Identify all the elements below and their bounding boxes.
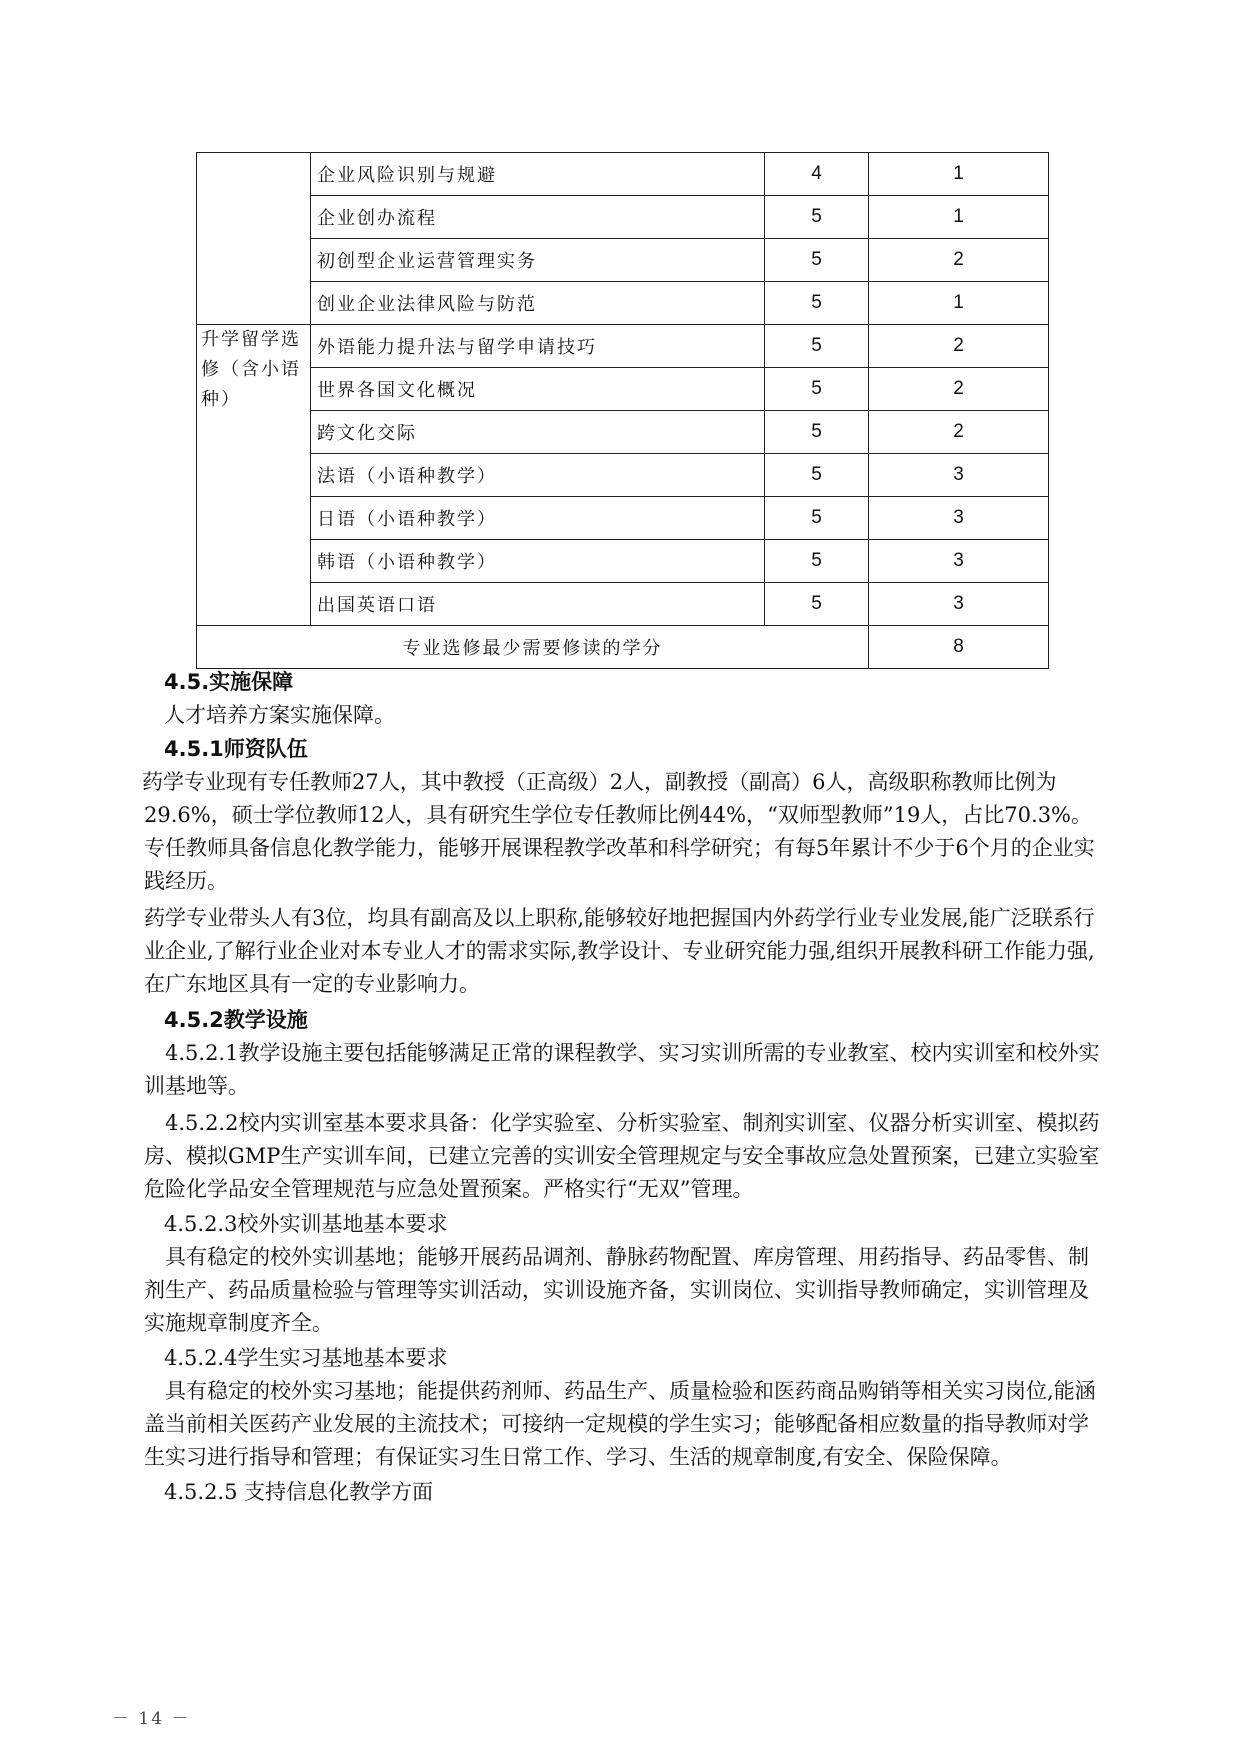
semester-cell: 5 — [765, 368, 869, 411]
credit-cell: 1 — [869, 282, 1049, 325]
course-name: 初创型企业运营管理实务 — [311, 239, 765, 282]
category-cell — [197, 325, 311, 626]
course-name: 企业创办流程 — [311, 196, 765, 239]
para-4-5-2-3-title: 4.5.2.3校外实训基地基本要求 — [164, 1212, 448, 1236]
table-row — [197, 583, 1049, 626]
semester-cell: 5 — [765, 540, 869, 583]
table-row — [197, 411, 1049, 454]
course-name: 外语能力提升法与留学申请技巧 — [311, 325, 765, 368]
credit-cell: 2 — [869, 325, 1049, 368]
elective-course-table — [196, 152, 1049, 669]
table-row — [197, 239, 1049, 282]
semester-cell: 5 — [765, 583, 869, 626]
table-row — [197, 153, 1049, 196]
category-label: 升学留学选修（含小语种） — [201, 329, 301, 410]
table-row — [197, 497, 1049, 540]
course-name: 日语（小语种教学） — [311, 497, 765, 540]
course-name: 韩语（小语种教学） — [311, 540, 765, 583]
semester-cell: 5 — [765, 325, 869, 368]
course-name: 企业风险识别与规避 — [311, 153, 765, 196]
credit-cell: 3 — [869, 540, 1049, 583]
para-4-5-2-5-title: 4.5.2.5 支持信息化教学方面 — [164, 1480, 434, 1504]
course-name: 创业企业法律风险与防范 — [311, 282, 765, 325]
credit-cell: 3 — [869, 497, 1049, 540]
semester-cell: 5 — [765, 497, 869, 540]
semester-cell: 5 — [765, 411, 869, 454]
table-row — [197, 454, 1049, 497]
heading-4-5-2: 4.5.2教学设施 — [164, 1008, 308, 1032]
heading-4-5: 4.5.实施保障 — [164, 670, 294, 694]
para-4-5-2-2: 4.5.2.2校内实训室基本要求具备：化学实验室、分析实验室、制剂实训室、仪器分析实训室、模拟药房、模拟GMP生产实训车间，已建立完善的实训安全管理规定与安全事故应急处置预案，已建立实验室危险化学品安全管理规范与应急处置预案。严格实行“无双”管理。 — [144, 1111, 1100, 1201]
table-row — [197, 540, 1049, 583]
table-row — [197, 282, 1049, 325]
main-content — [142, 665, 1104, 1509]
para-4-5-2-4-body: 具有稳定的校外实习基地；能提供药剂师、药品生产、质量检验和医药商品购销等相关实习岗位,能涵盖当前相关医药产业发展的主流技术；可接纳一定规模的学生实习；能够配备相应数量的指导教师对学生实习进行指导和管理；有保证实习生日常工作、学习、生活的规章制度,有安全、保险保障。 — [144, 1379, 1096, 1469]
course-name: 世界各国文化概况 — [311, 368, 765, 411]
credit-cell: 2 — [869, 411, 1049, 454]
table-row — [197, 368, 1049, 411]
semester-cell: 5 — [765, 196, 869, 239]
credit-cell: 1 — [869, 196, 1049, 239]
para-4-5-2-3-body: 具有稳定的校外实训基地；能够开展药品调剂、静脉药物配置、库房管理、用药指导、药品零售、制剂生产、药品质量检验与管理等实训活动，实训设施齐备，实训岗位、实训指导教师确定，实训管理及实施规章制度齐全。 — [144, 1245, 1089, 1335]
table-row — [197, 325, 1049, 368]
category-cell — [197, 153, 311, 325]
credit-cell: 1 — [869, 153, 1049, 196]
credit-cell: 2 — [869, 368, 1049, 411]
para-4-5-2-1: 4.5.2.1教学设施主要包括能够满足正常的课程教学、实习实训所需的专业教室、校内实训室和校外实训基地等。 — [144, 1041, 1100, 1098]
credit-cell: 3 — [869, 454, 1049, 497]
credit-cell: 2 — [869, 239, 1049, 282]
page-number: － 14 － — [112, 1709, 191, 1729]
total-row — [197, 626, 1049, 669]
para-4-5: 人才培养方案实施保障。 — [164, 703, 395, 727]
semester-cell: 5 — [765, 282, 869, 325]
semester-cell: 5 — [765, 239, 869, 282]
course-name: 法语（小语种教学） — [311, 454, 765, 497]
course-name: 跨文化交际 — [311, 411, 765, 454]
table-row — [197, 196, 1049, 239]
semester-cell: 4 — [765, 153, 869, 196]
para-4-5-1-a: 药学专业现有专任教师27人，其中教授（正高级）2人，副教授（副高）6人，高级职称教师比例为29.6%，硕士学位教师12人，具有研究生学位专任教师比例44%，“双师型教师”19人，占比70.3%。专任教师具备信息化教学能力，能够开展课程教学改革和科学研究；有每5年累计不少于6个月的企业实践经历。 — [142, 770, 1095, 893]
total-label: 专业选修最少需要修读的学分 — [197, 626, 869, 669]
credit-cell: 3 — [869, 583, 1049, 626]
course-name: 出国英语口语 — [311, 583, 765, 626]
semester-cell: 5 — [765, 454, 869, 497]
para-4-5-1-b: 药学专业带头人有3位，均具有副高及以上职称,能够较好地把握国内外药学行业专业发展,能广泛联系行业企业,了解行业企业对本专业人才的需求实际,教学设计、专业研究能力强,组织开展教科研工作能力强,在广东地区具有一定的专业影响力。 — [144, 906, 1095, 996]
heading-4-5-1: 4.5.1师资队伍 — [164, 737, 308, 761]
para-4-5-2-4-title: 4.5.2.4学生实习基地基本要求 — [164, 1346, 448, 1370]
total-value: 8 — [869, 626, 1049, 669]
